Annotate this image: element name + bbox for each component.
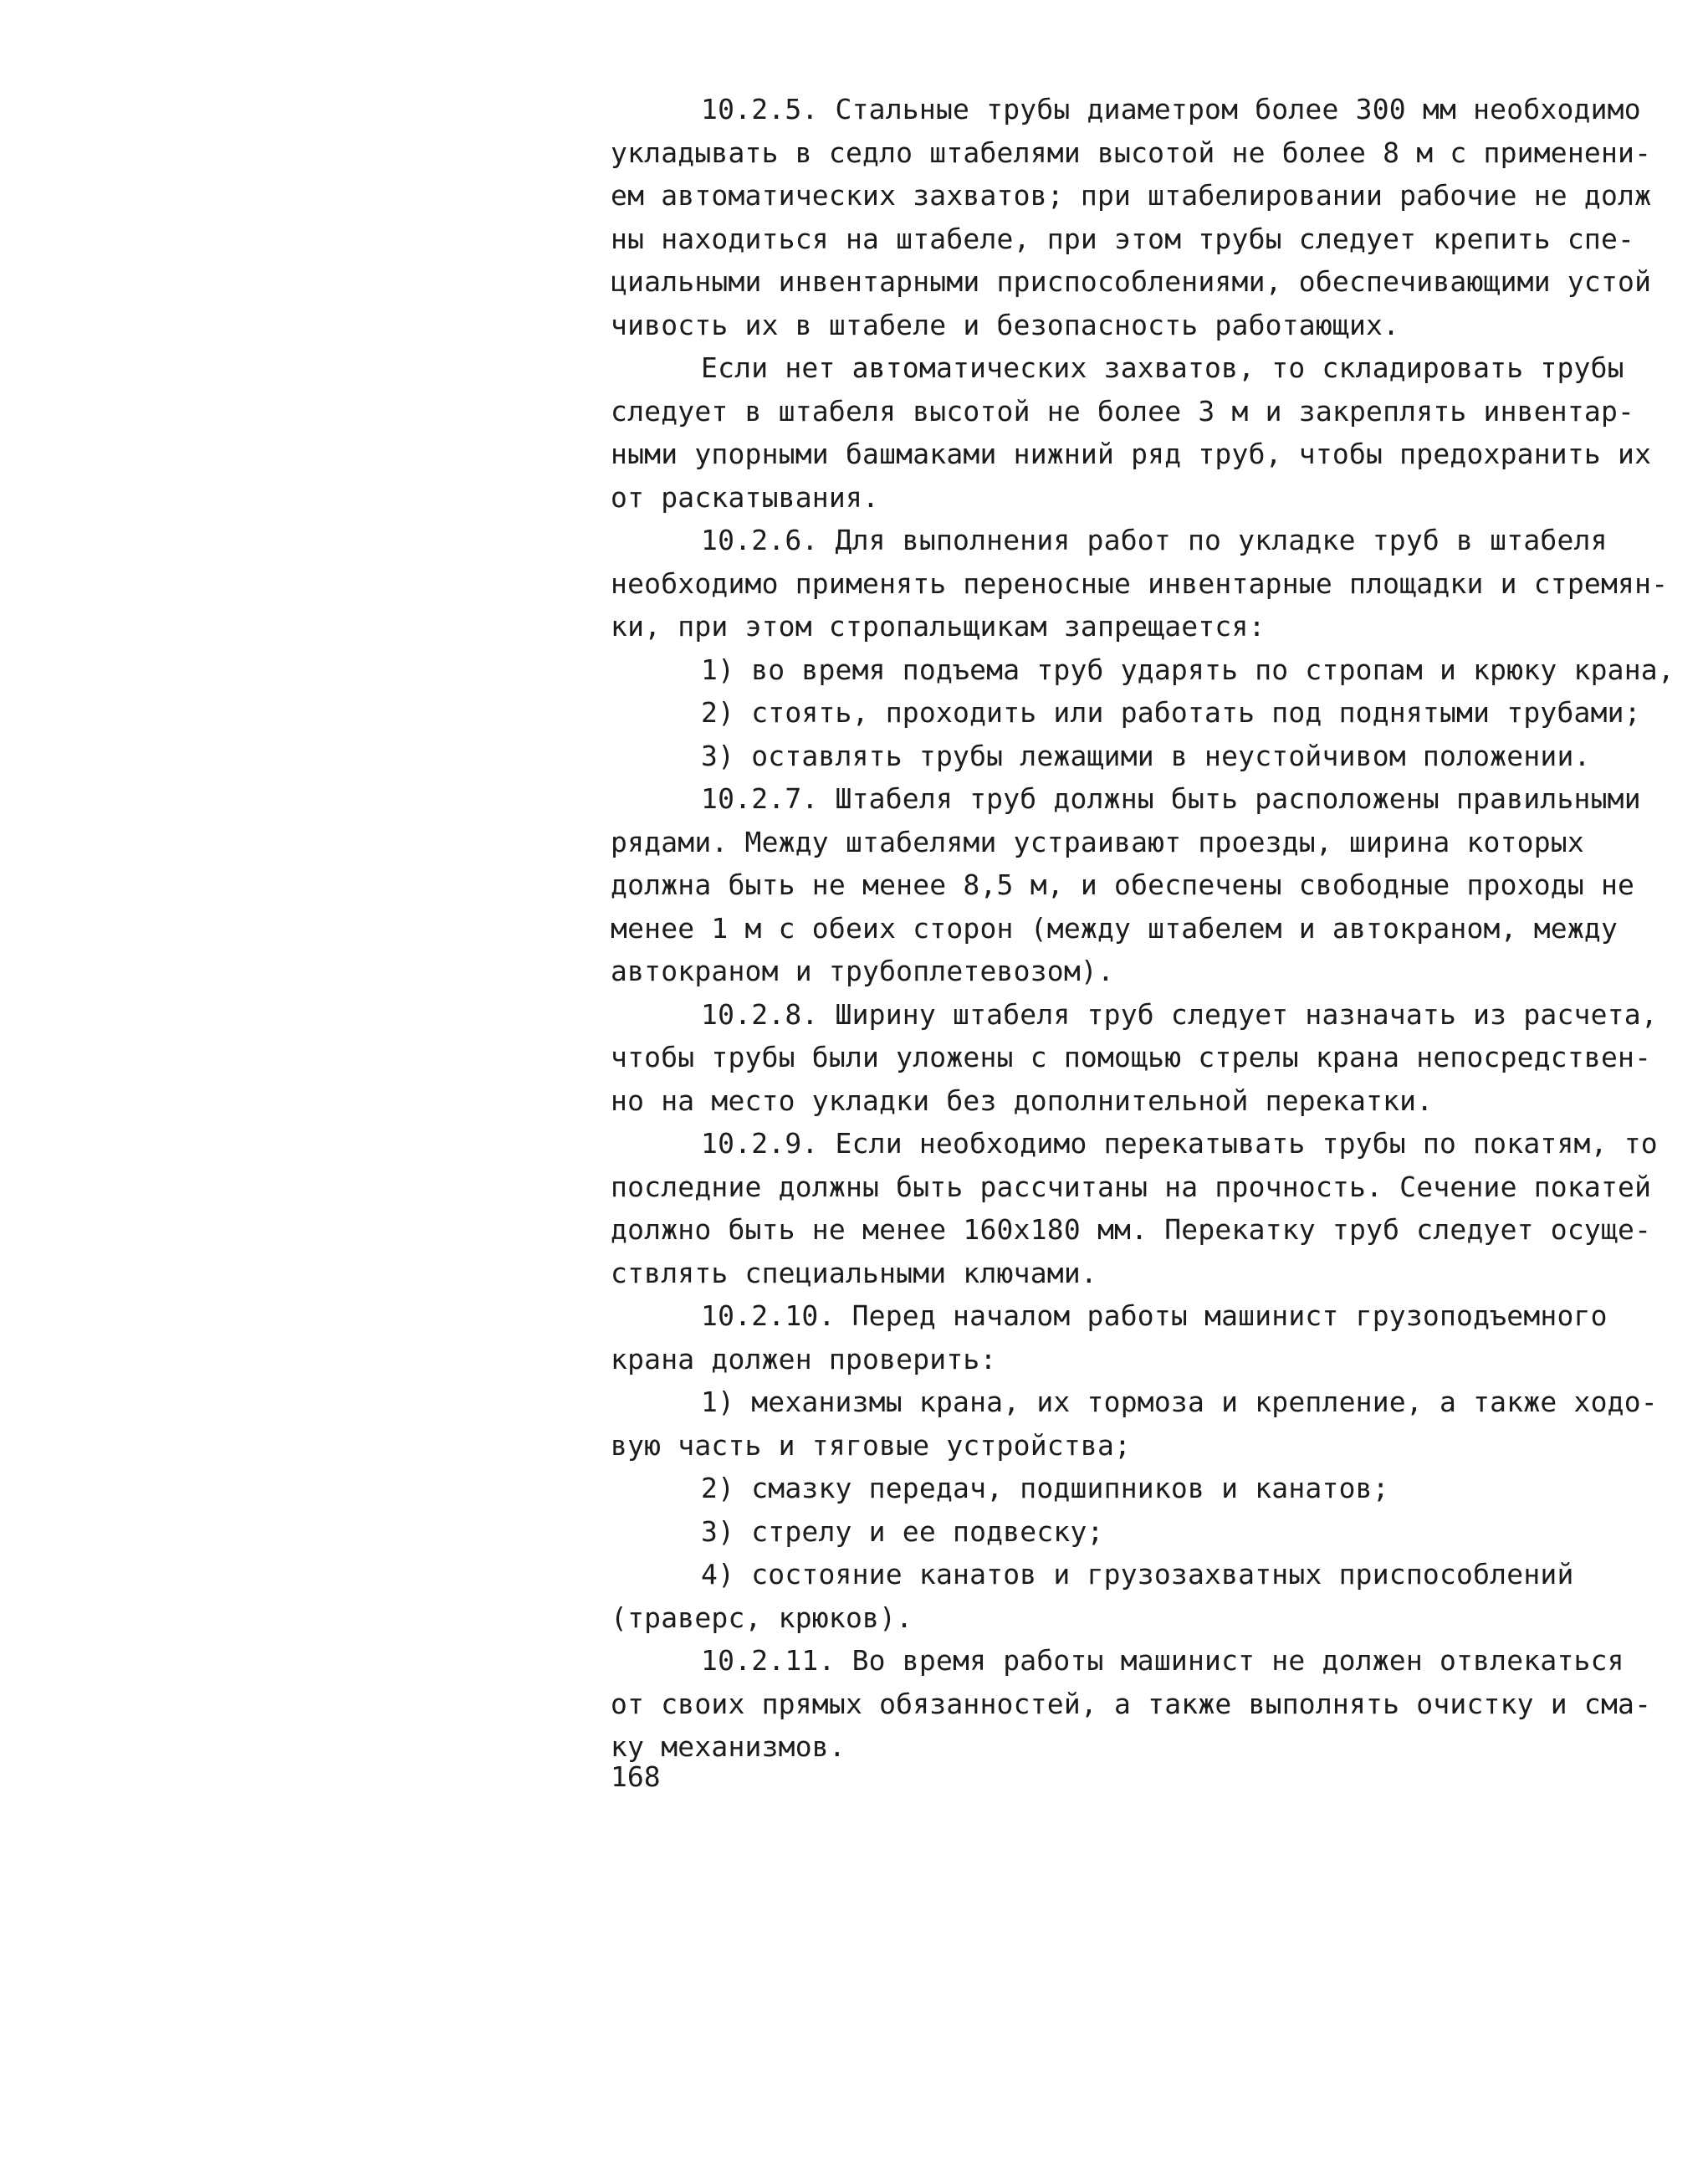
text-line: Если нет автоматических захватов, то складировать трубы [701,351,1624,384]
text-line: 10.2.10. Перед началом работы машинист грузоподъемного [701,1299,1608,1332]
text-line: ными упорными башмаками нижний ряд труб, чтобы предохранить их [611,438,1652,470]
text-line: чтобы трубы были уложены с помощью стрелы крана непосредствен- [611,1041,1652,1073]
text-line: следует в штабеля высотой не более 3 м и закреплять инвентар- [611,394,1635,428]
text-line: 4) состояние канатов и грузозахватных приспособлений [701,1558,1574,1591]
text-line: но на место укладки без дополнительной перекатки. [611,1084,1434,1117]
text-line: от своих прямых обязанностей, а также выполнять очистку и сма- [611,1687,1652,1720]
text-line: чивость их в штабеле и безопасность работающих. [611,308,1400,341]
text-line: ку механизмов. [611,1730,846,1763]
text-line: ствлять специальными ключами. [611,1256,1097,1289]
text-line: 10.2.5. Стальные трубы диаметром более 300 мм необходимо [701,93,1641,126]
text-line: 10.2.11. Во время работы машинист не должен отвлекаться [701,1644,1624,1677]
document-body [611,88,1675,1769]
text-line: циальными инвентарными приспособлениями, обеспечивающими устой [611,265,1652,298]
text-line: необходимо применять переносные инвентарные площадки и стремян- [611,566,1669,600]
text-line: 10.2.7. Штабеля труб должны быть расположены правильными [701,782,1641,815]
text-line: автокраном и трубоплетевозом). [611,955,1115,987]
text-line: от раскатывания. [611,480,880,514]
text-line: последние должны быть рассчитаны на прочность. Сечение покатей [611,1170,1652,1203]
text-line: крана должен проверить: [611,1342,997,1376]
text-line: менее 1 м с обеих сторон (между штабелем и автокраном, между [611,911,1619,945]
text-line: ны находиться на штабеле, при этом трубы следует крепить спе- [611,222,1635,255]
text-line: 10.2.6. Для выполнения работ по укладке труб в штабеля [701,524,1608,556]
text-line: должна быть не менее 8,5 м, и обеспечены свободные проходы не [611,868,1635,901]
text-line: 1) механизмы крана, их тормоза и крепление, а также ходо- [701,1386,1658,1418]
text-line: 10.2.8. Ширину штабеля труб следует назначать из расчета, [701,997,1658,1031]
text-line: ки, при этом стропальщикам запрещается: [611,610,1266,643]
text-line: вую часть и тяговые устройства; [611,1428,1132,1462]
page-number: 168 [611,1760,661,1793]
text-line: 2) стоять, проходить или работать под поднятыми трубами; [701,696,1641,729]
text-line: ем автоматических захватов; при штабелировании рабочие не долж [611,179,1652,212]
text-line: укладывать в седло штабелями высотой не более 8 м с применени- [611,136,1652,169]
text-line: 3) оставлять трубы лежащими в неустойчивом положении. [701,739,1591,772]
text-line: 3) стрелу и ее подвеску; [701,1514,1104,1548]
text-line: (траверс, крюков). [611,1601,913,1634]
text-line: рядами. Между штабелями устраивают проезды, ширина которых [611,825,1584,858]
text-line: 2) смазку передач, подшипников и канатов; [701,1472,1389,1504]
text-line: 1) во время подъема труб ударять по стропам и крюку крана, [701,653,1675,686]
text-line: 10.2.9. Если необходимо перекатывать трубы по покатям, то [701,1127,1658,1160]
text-line: должно быть не менее 160х180 мм. Перекатку труб следует осуще- [611,1213,1652,1246]
